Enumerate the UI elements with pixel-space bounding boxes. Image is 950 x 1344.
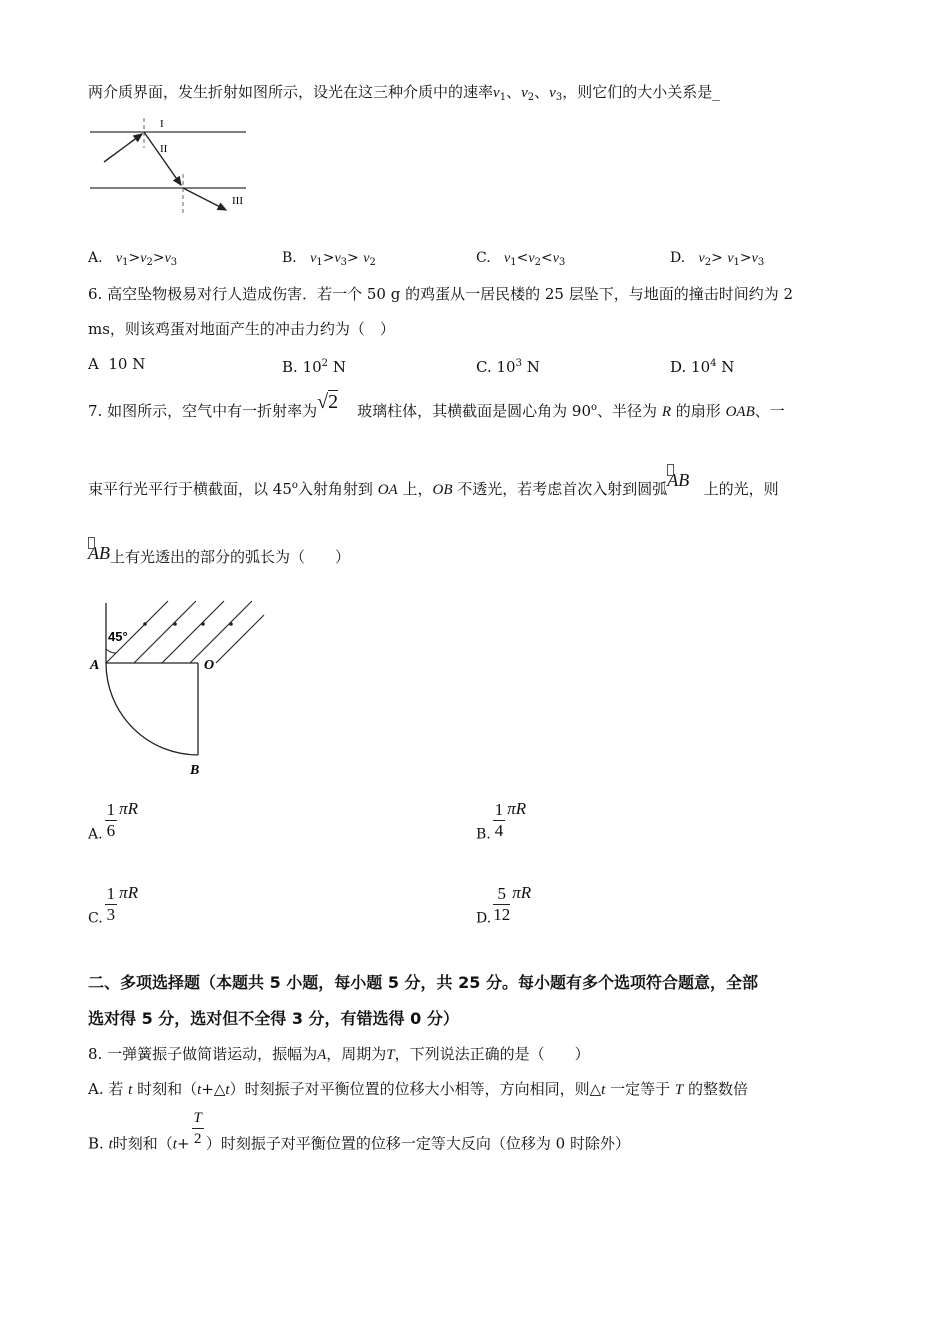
q7-stem-line1: 7. 如图所示，空气中有一折射率为√2 玻璃柱体，其横截面是圆心角为 90$^o$、半径为 R 的扇形 OAB、一	[88, 391, 785, 420]
q5-option-d[interactable]: D. $v_2> v_1>v_3$	[670, 250, 765, 268]
angle-label: 45°	[108, 629, 128, 644]
point-b-label: B	[190, 763, 200, 778]
sector-figure	[88, 595, 273, 780]
t-over-2-fraction: $\frac{T}{2}$	[193, 1110, 202, 1147]
q5-option-c[interactable]: C. $v_1<v_2<v_3$	[476, 250, 566, 268]
q8-option-a[interactable]: A. 若 t 时刻和（t+△t）时刻振子对平衡位置的位移大小相等，方向相同，则△t 一定等于 T 的整数倍	[88, 1080, 749, 1098]
q6-option-b[interactable]: B. $10^2$ N	[282, 358, 346, 376]
q5-option-a[interactable]: A. $v_1>v_2>v_3$	[88, 250, 178, 268]
q8-stem: 8. 一弹簧振子做简谐运动，振幅为A，周期为T，下列说法正确的是（ ）	[88, 1045, 590, 1063]
medium-label-1: I	[160, 118, 164, 130]
point-o-label: O	[204, 658, 215, 673]
q7-option-b[interactable]: B. $\frac{1}{4}$ πR	[476, 798, 527, 843]
q8-option-b[interactable]: B. t时刻和（t+ $\frac{T}{2}$ ）时刻振子对平衡位置的位移一定等大反向（位移为 0 时除外）	[88, 1110, 630, 1153]
medium-label-2: II	[160, 143, 168, 155]
q7-stem-line3: AB上有光透出的部分的弧长为（ ）	[88, 546, 350, 567]
q7-option-a[interactable]: A. $\frac{1}{6}$ πR	[88, 798, 138, 843]
q6-stem-line2: ms，则该鸡蛋对地面产生的冲击力约为（ ）	[88, 320, 395, 338]
q6-option-a[interactable]: A 10 N	[88, 355, 146, 373]
section2-heading-line1: 二、多项选择题（本题共 5 小题，每小题 5 分，共 25 分。每小题有多个选项符合题意，全部	[88, 973, 758, 992]
q6-option-d[interactable]: D. $10^4$ N	[670, 358, 735, 376]
q5-option-b[interactable]: B. $v_1>v_3> v_2$	[282, 250, 376, 268]
medium-label-3: III	[232, 195, 243, 207]
refraction-figure	[88, 112, 258, 222]
q6-option-c[interactable]: C. $10^3$ N	[476, 358, 540, 376]
q5-stem: 两介质界面，发生折射如图所示，设光在这三种介质中的速率$v_1$、$v_2$、$v_3$，则它们的大小关系是_	[88, 83, 720, 103]
arc-ab-symbol: AB	[667, 470, 689, 490]
q7-option-c[interactable]: C. $\frac{1}{3}$ πR	[88, 882, 139, 927]
sqrt-symbol: √2	[317, 391, 339, 413]
point-a-label: A	[90, 658, 100, 673]
arc-ab-symbol-2: AB	[88, 543, 110, 563]
section2-heading-line2: 选对得 5 分，选对但不全得 3 分，有错选得 0 分）	[88, 1009, 459, 1028]
q7-stem-line2: 束平行光平行于横截面，以 45$^o$入射角射到 OA 上，OB 不透光，若考虑首次入射到圆弧 AB 上的光，则	[88, 476, 779, 500]
q6-stem-line1: 6. 高空坠物极易对行人造成伤害．若一个 50 g 的鸡蛋从一居民楼的 25 层坠下，与地面的撞击时间约为 2	[88, 285, 794, 303]
q7-option-d[interactable]: D. $\frac{5}{12}$ πR	[476, 882, 532, 927]
